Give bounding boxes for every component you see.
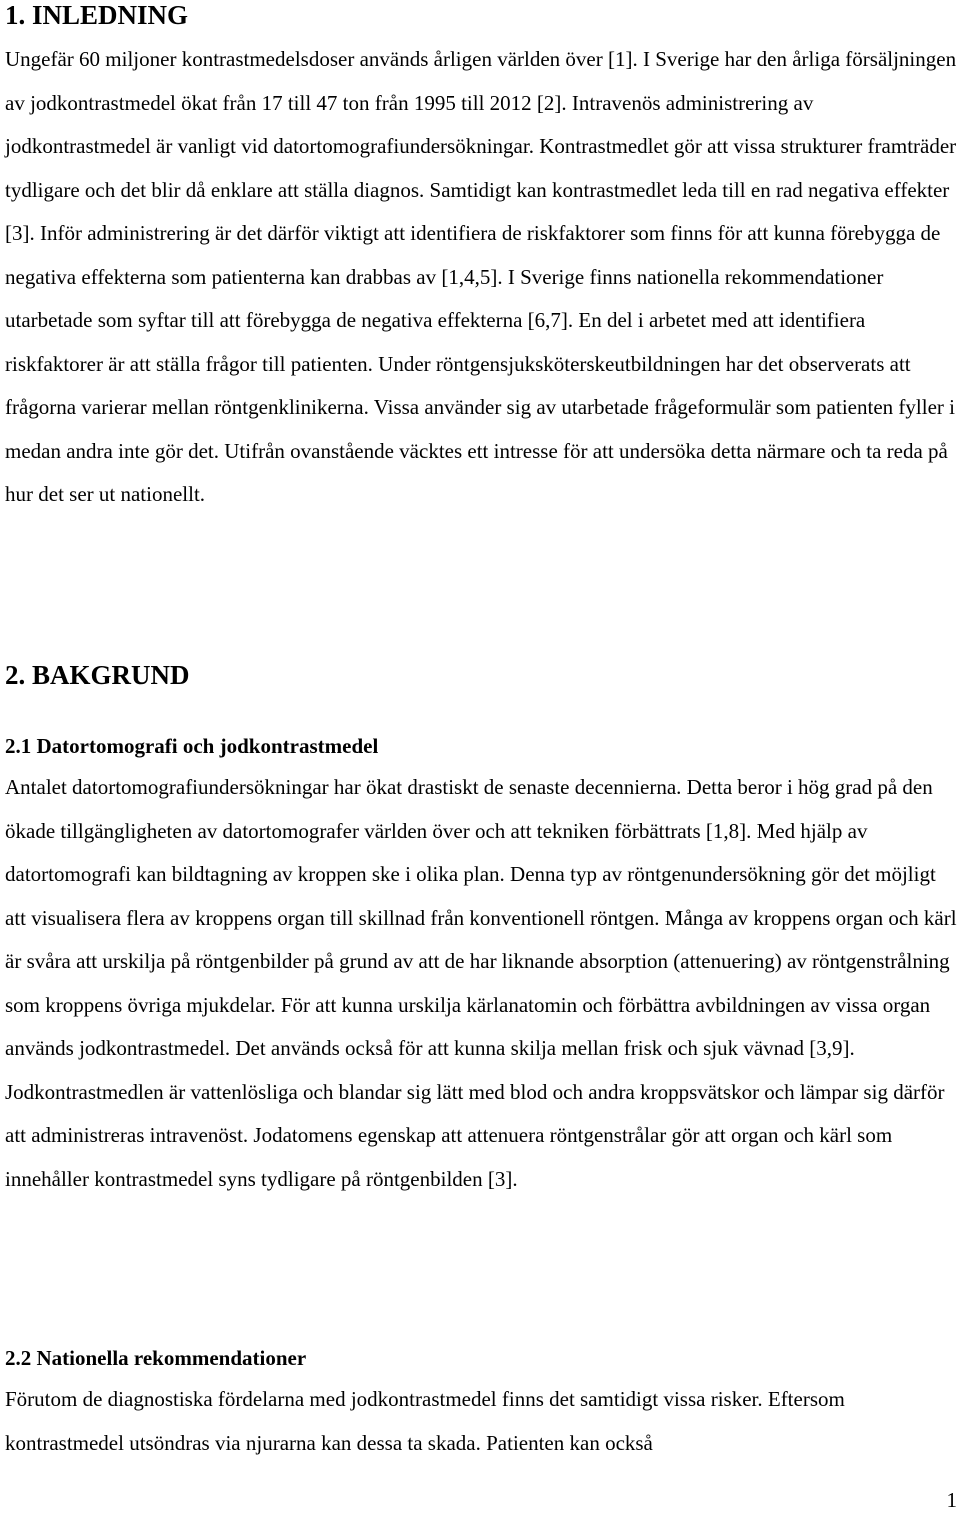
subheading-nationella-rekommendationer: 2.2 Nationella rekommendationer [5,1346,307,1370]
paragraph-inledning: Ungefär 60 miljoner kontrastmedelsdoser används årligen världen över [1]. I Sverige har den årliga försäljningen av jodkontrastmedel ökat från 17 till 47 ton från 1995 till 2012 [2]. Intravenös administrering av jodkontrastmedel är vanligt vid datortomografiundersökningar. Kontrastmedlet gör att vissa strukturer framträder tydligare och det blir då enklare att ställa diagnos. Samtidigt kan kontrastmedlet leda till en rad negativa effekter [3]. Inför administrering är det därför viktigt att identifiera de riskfaktorer som finns för att kunna förebygga de negativa effekterna som patienterna kan drabbas av [1,4,5]. I Sverige finns nationella rekommendationer utarbetade som syftar till att förebygga de negativa effekterna [6,7]. En del i arbetet med att identifiera riskfaktorer är att ställa frågor till patienten. Under röntgensjuksköterskeutbildningen har det observerats att frågorna varierar mellan röntgenklinikerna. Vissa använder sig av utarbetade frågeformulär som patienten fyller i medan andra inte gör det. Utifrån ovanstående väcktes ett intresse för att undersöka detta närmare och ta reda på hur det ser ut nationellt. [5,47,957,506]
heading-bakgrund: 2. BAKGRUND [5,660,190,690]
paragraph-nationella-rekommendationer: Förutom de diagnostiska fördelarna med jodkontrastmedel finns det samtidigt vissa risker. Eftersom kontrastmedel utsöndras via njurarna kan dessa ta skada. Patienten kan också [5,1387,845,1455]
page-number: 1 [946,1488,957,1512]
heading-inledning: 1. INLEDNING [5,0,189,30]
paragraph-datortomografi: Antalet datortomografiundersökningar har ökat drastiskt de senaste decennierna. Detta beror i hög grad på den ökade tillgängligheten av datortomografer världen över och att tekniken förbättrats [1,8]. Med hjälp av datortomografi kan bildtagning av kroppen ske i olika plan. Denna typ av röntgenundersökning gör det möjligt att visualisera flera av kroppens organ till skillnad från konventionell röntgen. Många av kroppens organ och kärl är svåra att urskilja på röntgenbilder på grund av att de har liknande absorption (attenuering) av röntgenstrålning som kroppens övriga mjukdelar. För att kunna urskilja kärlanatomin och förbättra avbildningen av vissa organ används jodkontrastmedel. Det används också för att kunna skilja mellan frisk och sjuk vävnad [3,9]. Jodkontrastmedlen är vattenlösliga och blandar sig lätt med blod och andra kroppsvätskor och lämpar sig därför att administreras intravenöst. Jodatomens egenskap att attenuera röntgenstrålar gör att organ och kärl som innehåller kontrastmedel syns tydligare på röntgenbilden [3]. [5,775,957,1191]
subheading-datortomografi: 2.1 Datortomografi och jodkontrastmedel [5,734,379,758]
